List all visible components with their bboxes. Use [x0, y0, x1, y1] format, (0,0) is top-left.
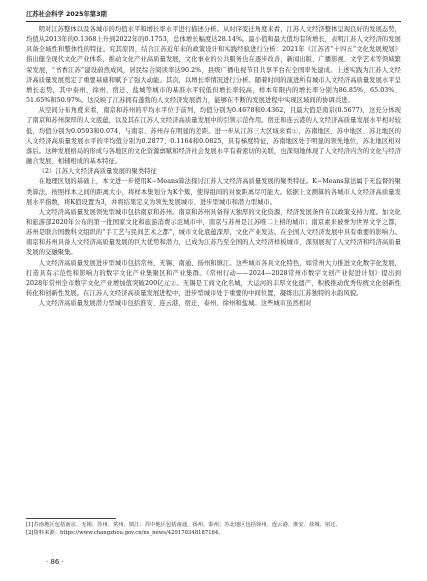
header-rule: [26, 21, 401, 22]
paragraph-temporal-analysis: 明对江苏整体以及各城市的均值水平和增长率水平进行描述分析。从时序变迁角度来看，江苏人文经济整体呈现良好的发展态势，均值从2013年的0.1368上升到2022年的0.1753，总体增长幅度达28.14%。最小值和最大值均有所增长，表明江苏人文经济的发展具备全域性和整体性的特征。究其原因，结合江苏近年来的政策设计和实践经验进行分析：2021年《江苏省“十四五”文化发展规划》指出健全现代文化产业体系，推动文化产业高质量发展，文化事业的公共服务也在逐步改善，新闻出版、广播影视、文学艺术等领域繁荣发展，“书香江苏”建设蔚然成风，居民综合阅读率达90.2%，县级广播电视节目共享平台在全国率先建成。上述实践为江苏人文经济高质量发展奠定了重要基础和赋予了强大动能。其次，以增长率情况进行分析。随着时间的演进所有城市人文经济高质量发展水平呈增长态势，其中泰州、徐州、宿迁、盐城等城市的基准水平较低但增长率较高，样本年限内的增长率分别为86.85%、65.03%、51.65%和50.97%。这反映了江苏拥有蓬勃的人文经济发展潜力，能够在不断的发展进程中实现区域间的协调共进。: [26, 26, 401, 105]
footnotes: [26, 518, 401, 537]
journal-title: 江苏社会科学 2025年第3期: [26, 11, 107, 18]
paragraph-spatial-analysis: 从空间分布角度来看，南京和苏州的平均水平位于前列，均值分别为0.4678和0.4362，且最大值是南京(0.5677)，这充分体现了南京和苏州深厚的人文底蕴，以及其在江苏人文经济高质量发展中的引领示范作用。宿迁和连云港的人文经济高质量发展水平相对较低，均值分别为0.0593和0.074，与南京、苏州存在明显的差距。进一步从江苏三大区域来看①，苏南地区、苏中地区、苏北地区的人文经济高质量发展水平的平均值分别为0.2877、0.1164和0.0825，具有梯度特征，苏南地区处于明显的领先地位，苏北地区相对落后。这种发展格局的形成与各地区的文化资源禀赋和经济社会发展水平有着密切的关联，也深刻地体现了人文经济内含的文化与经济融合发展、相辅相成的基本特征。: [26, 107, 401, 166]
paragraph-kmeans-method: 在地理区划的基础上，本文进一步使用K−Means算法探讨江苏人文经济高质量发展的聚类特征。K−Means算法属于无监督的聚类算法，按照样本之间的距离大小，将样本集划分为K个簇，使得组间的对象距离尽可能大。依据上文测算的各城市人文经济高质量发展水平指数，将K值设置为3，并将结果定义为领先发展城市、进步型城市和潜力型城市。: [26, 178, 401, 206]
paragraph-potential-cities: 人文经济高质量发展潜力型城市包括淮安、连云港、宿迁、泰州、徐州和盐城。这些城市虽然相对: [38, 300, 312, 308]
footnote-1: [1]苏南地区包括南京、无锡、苏州、常州、镇江；苏中地区包括南通、扬州、泰州；苏北地区包括徐州、连云港、淮安、盐城、宿迁。: [26, 522, 341, 528]
footnote-rule: [26, 518, 116, 519]
paragraph-leading-cities: 人文经济高质量发展领先型城市包括南京和苏州。南京和苏州具备得天独厚的文化资源，经济发展条件在以政策支持力度。加文化和旅游部2020年公布的第一批国家文化和旅游消费示范城市中，南京与苏州是江苏唯二上榜的城市；南京素来被誉为世界文学之都，苏州是联合国教科文组织的“手工艺与民间艺术之都”，城市文化底蕴深厚，文化产业发达，在全国人文经济发展中具有重要的影响力。南京和苏州具备人文经济高质量发展的巨大优势和潜力，已成为江苏乃至全国的人文经济样板城市，深刻展现了人文经济和经济高质量发展的交融聚集。: [26, 208, 401, 257]
footnote-2: [2]资料来源：https://www.changzhou.gov.cn/ns_news/429170348187184。: [26, 530, 224, 537]
article-body: [26, 25, 401, 309]
page-number: · 86 ·: [46, 558, 64, 566]
running-header: [26, 10, 401, 19]
section-heading-clustering: （2）江苏人文经济高质量发展的聚类特征: [38, 168, 157, 176]
paragraph-progressive-cities: 人文经济高质量发展进步型城市包括常州、无锡、南通、扬州和镇江。这些城市各具文化特色，如常州大力推进文化数字化发展，打造具有示范性和影响力的数字文化产业集聚区和产业集群。《常州行动——2024—2028常州市数字文创产业促进计划》提出到2028年常州全市数字文化产业增加值突破200亿元②。无锡是工商文化名城，大运河的丰厚文化遗产，积极推动优秀传统文化创新性转化和创新性发展。在江苏人文经济高质量发展进程中，进步型城市处于重要的中间位置，凝练出江苏独特的水韵风貌。: [26, 259, 401, 298]
